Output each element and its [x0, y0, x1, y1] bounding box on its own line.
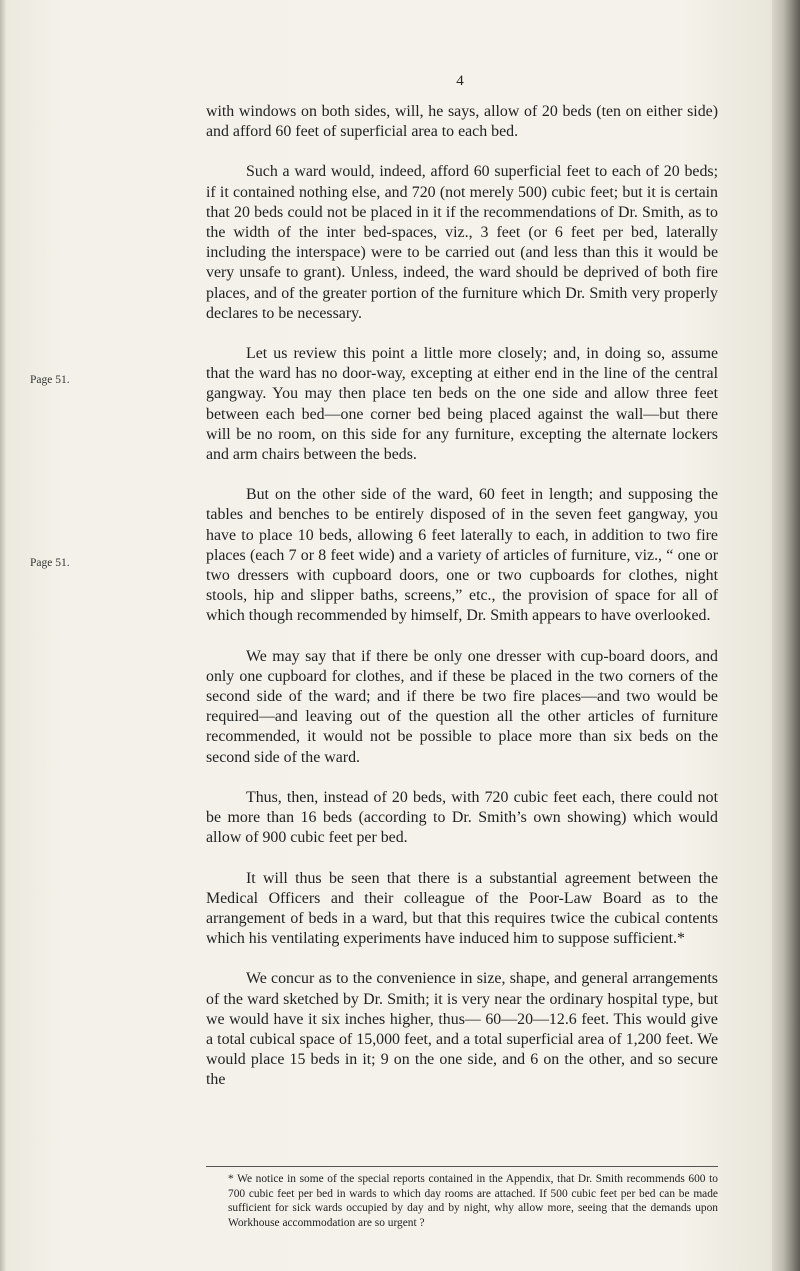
- paragraph-7: It will thus be seen that there is a substantial agreement between the Medical Officers and their colleague of the Poor-Law Board as to the arrangement of beds in a ward, but that this requires twice the cubical contents which his ventilating experiments have induced him to suppose sufficient.*: [206, 869, 718, 948]
- body-text: [206, 102, 718, 1111]
- paragraph-6: Thus, then, instead of 20 beds, with 720 cubic feet each, there could not be more than 16 beds (according to Dr. Smith’s own showing) which would allow of 900 cubic feet per bed.: [206, 788, 718, 847]
- paragraph-4: But on the other side of the ward, 60 feet in length; and supposing the tables and benches to be entirely disposed of in the seven feet gangway, you have to place 10 beds, allowing 6 feet laterally to each, in addition to two fire places (each 7 or 8 feet wide) and a variety of articles of furniture, viz., “ one or two dressers with cupboard doors, one or two cupboards for clothes, night stools, hip and slipper baths, screens,” etc., the provision of space for all of which though recommended by himself, Dr. Smith appears to have overlooked.: [206, 486, 718, 625]
- book-spine-edge: [772, 0, 800, 1271]
- paragraph-2: Such a ward would, indeed, afford 60 superficial feet to each of 20 beds; if it contained nothing else, and 720 (not merely 500) cubic feet; but it is certain that 20 beds could not be placed in it if the recommendations of Dr. Smith, as to the width of the inter bed-spaces, viz., 3 feet (or 6 feet per bed, laterally including the interspace) were to be carried out (and less than this it would be very unsafe to grant). Unless, indeed, the ward should be deprived of both fire places, and of the greater portion of the furniture which Dr. Smith very properly declares to be necessary.: [206, 163, 718, 322]
- margin-note-1: Page 51.: [30, 374, 70, 386]
- paragraph-1: with windows on both sides, will, he says, allow of 20 beds (ten on either side) and afford 60 feet of superficial area to each bed.: [206, 103, 718, 141]
- footnote-rule: [206, 1166, 718, 1167]
- paragraph-8: We concur as to the convenience in size, shape, and general arrangements of the ward sketched by Dr. Smith; it is very near the ordinary hospital type, but we would have it six inches higher, thus— 60—20—12.6 feet. This would give a total cubical space of 15,000 feet, and a total superficial area of 1,200 feet. We would place 15 beds in it; 9 on the one side, and 6 on the other, and so secure the: [206, 970, 718, 1089]
- footnote: [206, 1172, 718, 1230]
- page-left-edge: [0, 0, 6, 1271]
- paragraph-3: Let us review this point a little more closely; and, in doing so, assume that the ward has no door-way, excepting at either end in the line of the central gangway. You may then place ten beds on the one side and allow three feet between each bed—one corner bed being placed against the wall—but there will be no room, on this side for any furniture, excepting the alternate lockers and arm chairs between the beds.: [206, 345, 718, 464]
- margin-note-2: Page 51.: [30, 557, 70, 569]
- page-number: 4: [456, 73, 464, 89]
- footnote-text: * We notice in some of the special reports contained in the Appendix, that Dr. Smith recommends 600 to 700 cubic feet per bed in wards to which day rooms are attached. If 500 cubic feet per bed can be made sufficient for sick wards occupied by day and by night, why allow more, seeing that the demands upon Workhouse accommodation are so urgent ?: [228, 1173, 718, 1229]
- paragraph-5: We may say that if there be only one dresser with cup-board doors, and only one cupboard for clothes, and if these be placed in the two corners of the second side of the ward; and if there be two fire places—and two would be required—and leaving out of the question all the other articles of furniture recommended, it would not be possible to place more than six beds on the second side of the ward.: [206, 647, 718, 766]
